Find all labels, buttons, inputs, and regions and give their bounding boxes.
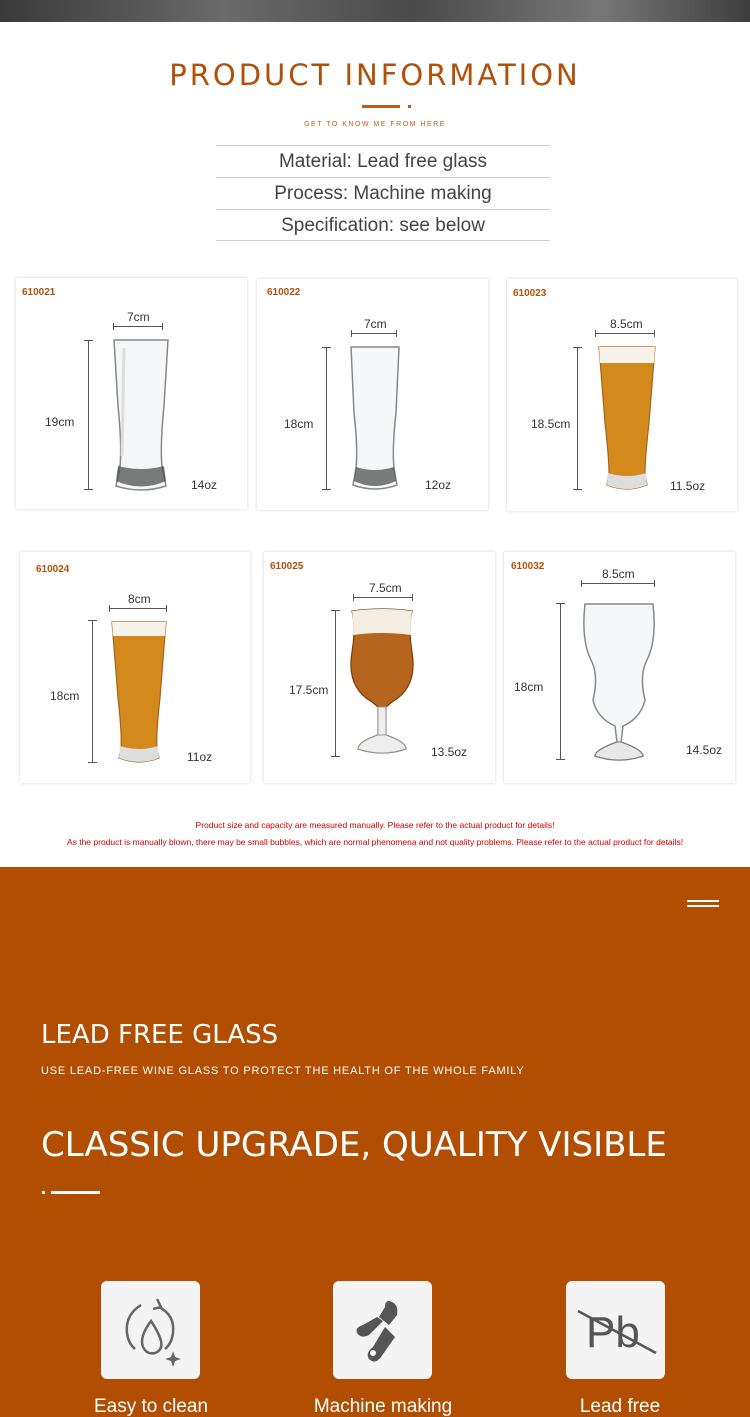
spec-process: Process: Machine making	[216, 177, 550, 208]
disclaimer-note-2: As the product is manually blown, there may be small bubbles, which are normal phenomena and not quality problems. Please refer to the actual product for details!	[66, 837, 684, 847]
height-label: 18cm	[284, 417, 314, 431]
width-label: 7cm	[364, 317, 387, 331]
tool-icon	[333, 1281, 432, 1379]
width-dimension-line	[113, 326, 163, 327]
spec-material: Material: Lead free glass	[216, 145, 550, 176]
pb-text: Pb	[586, 1308, 640, 1357]
classic-upgrade-title: CLASSIC UPGRADE, QUALITY VISIBLE	[41, 1125, 667, 1165]
width-dimension-line	[351, 333, 397, 334]
spec-divider	[216, 240, 550, 241]
product-card-610024[interactable]	[20, 552, 250, 783]
easy-clean-feature-card	[101, 1281, 200, 1379]
product-code: 610024	[36, 564, 70, 575]
height-label: 18cm	[50, 689, 80, 703]
width-label: 8cm	[128, 592, 151, 606]
classic-underline	[51, 1191, 100, 1194]
product-card-610021[interactable]	[16, 278, 247, 509]
feature-label-machine-making: Machine making	[313, 1396, 453, 1417]
capacity-label: 12oz	[425, 478, 452, 492]
height-dimension-line	[88, 340, 89, 490]
feature-label-lead-free: Lead free	[579, 1396, 661, 1417]
capacity-label: 11oz	[187, 750, 213, 764]
lead-free-subtitle: USE LEAD-FREE WINE GLASS TO PROTECT THE HEALTH OF THE WHOLE FAMILY	[41, 1065, 525, 1077]
height-label: 19cm	[45, 415, 75, 429]
lead-free-title: LEAD FREE GLASS	[41, 1020, 279, 1050]
disclaimer-note-1: Product size and capacity are measured manually. Please refer to the actual product for details!	[195, 820, 555, 830]
tulip-glass-image	[346, 607, 418, 759]
spec-specification: Specification: see below	[216, 209, 550, 240]
feature-label-easy-clean: Easy to clean	[93, 1396, 209, 1417]
pint-glass-image	[347, 343, 403, 493]
height-label: 17.5cm	[289, 683, 329, 697]
width-dimension-line	[353, 597, 413, 598]
height-label: 18.5cm	[531, 417, 571, 431]
product-code: 610025	[270, 561, 304, 572]
width-dimension-line	[595, 333, 655, 334]
product-card-610023[interactable]	[507, 279, 737, 511]
lead-free-feature-card	[566, 1281, 665, 1379]
title-underline	[362, 105, 400, 108]
machine-making-feature-card	[333, 1281, 432, 1379]
beer-glass-image	[108, 618, 170, 766]
product-code: 610021	[22, 287, 56, 298]
capacity-label: 14.5oz	[686, 743, 723, 757]
stemmed-glass-image	[581, 600, 657, 764]
product-code: 610023	[513, 288, 547, 299]
height-dimension-line	[326, 347, 327, 490]
capacity-label: 11.5oz	[670, 479, 706, 493]
water-drop-icon	[101, 1281, 200, 1379]
capacity-label: 14oz	[191, 478, 218, 492]
section-subtitle: GET TO KNOW ME FROM HERE	[304, 121, 446, 128]
product-card-610022[interactable]	[257, 279, 488, 510]
product-card-610025[interactable]	[264, 552, 495, 783]
product-card-610032[interactable]	[504, 552, 735, 783]
pint-glass-image	[106, 336, 176, 494]
width-label: 8.5cm	[602, 567, 635, 581]
width-label: 7.5cm	[369, 581, 402, 595]
section-title: PRODUCT INFORMATION	[169, 58, 581, 92]
top-banner-strip	[0, 0, 750, 22]
classic-underline-dot	[42, 1191, 45, 1194]
height-dimension-line	[560, 603, 561, 760]
menu-icon[interactable]	[687, 900, 719, 914]
height-dimension-line	[577, 347, 578, 490]
width-label: 7cm	[127, 310, 150, 324]
height-dimension-line	[92, 620, 93, 763]
product-code: 610022	[267, 287, 301, 298]
height-dimension-line	[335, 610, 336, 757]
capacity-label: 13.5oz	[431, 745, 468, 759]
width-dimension-line	[109, 608, 167, 609]
product-code: 610032	[511, 561, 545, 572]
width-dimension-line	[581, 583, 655, 584]
pb-crossed-icon	[566, 1281, 665, 1379]
width-label: 8.5cm	[610, 317, 643, 331]
height-label: 18cm	[514, 680, 544, 694]
beer-glass-image	[595, 343, 659, 493]
title-underline-dot	[408, 105, 411, 108]
